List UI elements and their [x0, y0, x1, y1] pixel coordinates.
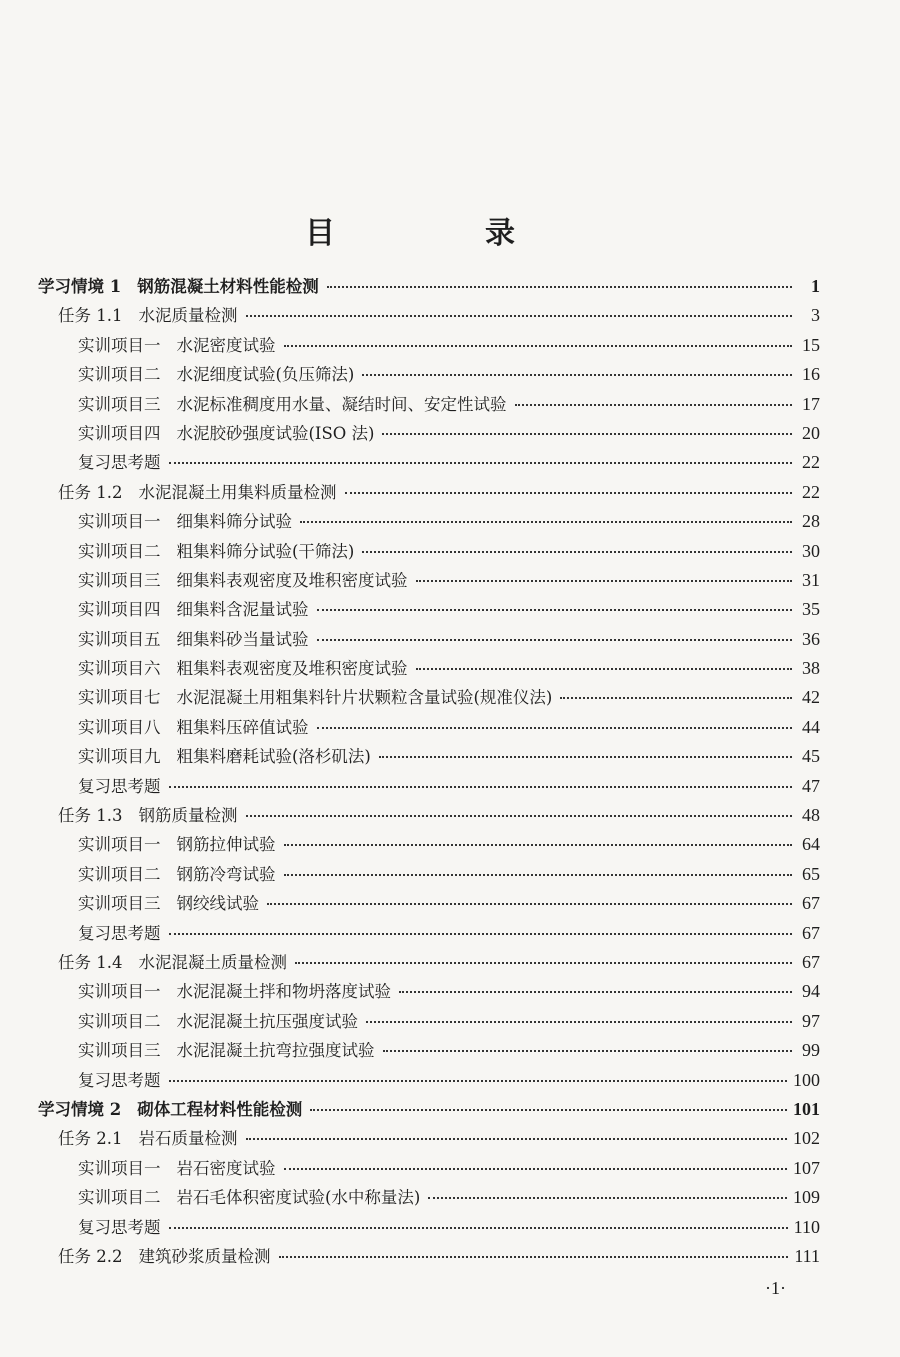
toc-task[interactable]: [38, 1243, 820, 1272]
toc-entry-page: 3: [811, 305, 820, 326]
toc-item[interactable]: [38, 1184, 820, 1213]
toc-entry-label: 实训项目四: [78, 600, 161, 620]
toc-entry-page: 67: [802, 893, 820, 914]
dot-leader: [246, 315, 793, 317]
toc-entry-title: 粗集料筛分试验(干筛法): [176, 541, 355, 561]
toc-entry-label: 实训项目七: [78, 688, 161, 708]
toc-task[interactable]: [38, 1125, 820, 1154]
dot-leader: [383, 1050, 793, 1052]
dot-leader: [399, 991, 792, 993]
toc-task[interactable]: [38, 802, 820, 831]
dot-leader: [428, 1197, 787, 1199]
toc-entry-label: 实训项目九: [78, 747, 161, 767]
toc-entry-title: 复习思考题: [78, 776, 161, 796]
toc-entry-title: 粗集料压碎值试验: [176, 717, 309, 737]
toc-entry-title: 细集料筛分试验: [176, 512, 292, 532]
toc-entry-label: 实训项目一: [78, 512, 161, 532]
toc-entry-page: 28: [802, 511, 820, 532]
toc-entry-page: 94: [802, 981, 820, 1002]
toc-entry-label: 实训项目二: [78, 1188, 161, 1208]
dot-leader: [284, 874, 793, 876]
toc-task[interactable]: [38, 479, 820, 508]
toc-item[interactable]: [38, 831, 820, 860]
toc-entry-title: 岩石毛体积密度试验(水中称量法): [176, 1188, 421, 1208]
toc-entry-title: 细集料表观密度及堆积密度试验: [176, 570, 408, 590]
toc-entry-page: 47: [802, 775, 820, 796]
toc-item[interactable]: [38, 449, 820, 478]
toc-item[interactable]: [38, 567, 820, 596]
toc-entry-label: 任务 2.2: [58, 1246, 123, 1266]
toc-entry-label: 学习情境 2: [38, 1099, 122, 1119]
dot-leader: [279, 1256, 789, 1258]
toc-entry-page: 35: [802, 599, 820, 620]
toc-entry-page: 22: [802, 452, 820, 473]
table-of-contents: [38, 273, 820, 1272]
toc-entry-page: 97: [802, 1010, 820, 1031]
toc-entry-page: 36: [802, 628, 820, 649]
toc-item[interactable]: [38, 332, 820, 361]
toc-item[interactable]: [38, 684, 820, 713]
dot-leader: [416, 668, 793, 670]
toc-entry-label: 实训项目四: [78, 423, 161, 443]
toc-entry-title: 细集料砂当量试验: [176, 629, 309, 649]
toc-entry-title: 水泥细度试验(负压筛法): [176, 365, 355, 385]
toc-entry-label: 实训项目三: [78, 394, 161, 414]
toc-entry-label: 学习情境 1: [38, 277, 122, 296]
toc-entry-page: 15: [802, 334, 820, 355]
toc-entry-label: 实训项目二: [78, 365, 161, 385]
toc-entry-label: 实训项目五: [78, 629, 161, 649]
dot-leader: [169, 786, 793, 788]
toc-entry-label: 实训项目三: [78, 570, 161, 590]
toc-entry-label: 实训项目一: [78, 982, 161, 1002]
toc-entry-label: 实训项目二: [78, 1011, 161, 1031]
toc-item[interactable]: [38, 508, 820, 537]
toc-entry-page: 102: [793, 1128, 820, 1149]
toc-item[interactable]: [38, 1067, 820, 1096]
dot-leader: [515, 404, 793, 406]
toc-entry-title: 水泥混凝土抗压强度试验: [176, 1011, 358, 1031]
page-title: 目 录: [305, 216, 575, 251]
toc-entry-label: 任务 1.1: [58, 306, 123, 326]
dot-leader: [169, 1080, 788, 1082]
dot-leader: [169, 933, 793, 935]
dot-leader: [416, 580, 793, 582]
toc-entry-label: 实训项目三: [78, 1041, 161, 1061]
toc-entry-title: 水泥混凝土抗弯拉强度试验: [176, 1041, 375, 1061]
dot-leader: [345, 492, 793, 494]
dot-leader: [267, 903, 792, 905]
toc-entry-title: 水泥混凝土用粗集料针片状颗粒含量试验(规准仪法): [176, 688, 553, 708]
toc-entry-label: 任务 1.2: [58, 482, 123, 502]
toc-entry-title: 复习思考题: [78, 923, 161, 943]
toc-entry-title: 水泥混凝土拌和物坍落度试验: [176, 982, 391, 1002]
toc-entry-page: 65: [802, 863, 820, 884]
toc-task[interactable]: [38, 302, 820, 331]
dot-leader: [382, 433, 792, 435]
toc-entry-title: 水泥标准稠度用水量、凝结时间、安定性试验: [176, 394, 507, 414]
toc-entry-page: 48: [802, 805, 820, 826]
toc-entry-page: 16: [802, 364, 820, 385]
toc-entry-label: 实训项目一: [78, 1158, 161, 1178]
toc-entry-title: 钢筋冷弯试验: [176, 864, 276, 884]
toc-entry-title: 复习思考题: [78, 1217, 161, 1237]
page-number: ·1·: [765, 1278, 786, 1298]
toc-item[interactable]: [38, 391, 820, 420]
toc-entry-label: 实训项目六: [78, 659, 161, 679]
toc-entry-label: 任务 1.4: [58, 952, 123, 972]
toc-entry-page: 45: [802, 746, 820, 767]
dot-leader: [284, 844, 793, 846]
dot-leader: [169, 462, 793, 464]
dot-leader: [362, 374, 792, 376]
toc-entry-title: 粗集料磨耗试验(洛杉矶法): [176, 747, 371, 767]
toc-item[interactable]: [38, 861, 820, 890]
dot-leader: [310, 1109, 787, 1111]
toc-entry-title: 复习思考题: [78, 1070, 161, 1090]
toc-entry-page: 67: [802, 922, 820, 943]
toc-entry-page: 107: [793, 1157, 820, 1178]
toc-entry-title: 建筑砂浆质量检测: [138, 1246, 271, 1266]
toc-entry-page: 38: [802, 658, 820, 679]
toc-item[interactable]: [38, 596, 820, 625]
toc-item[interactable]: [38, 773, 820, 802]
toc-item[interactable]: [38, 1037, 820, 1066]
toc-item[interactable]: [38, 538, 820, 567]
toc-item[interactable]: [38, 714, 820, 743]
toc-entry-label: 实训项目一: [78, 335, 161, 355]
toc-entry-label: 实训项目一: [78, 835, 161, 855]
toc-item[interactable]: [38, 1214, 820, 1243]
toc-entry-title: 细集料含泥量试验: [176, 600, 309, 620]
toc-item[interactable]: [38, 626, 820, 655]
dot-leader: [317, 727, 793, 729]
dot-leader: [295, 962, 792, 964]
dot-leader: [246, 815, 793, 817]
toc-item[interactable]: [38, 978, 820, 1007]
toc-entry-label: 任务 1.3: [58, 806, 123, 826]
toc-entry-page: 31: [802, 569, 820, 590]
toc-entry-page: 100: [793, 1069, 820, 1090]
toc-entry-title: 钢筋质量检测: [138, 806, 238, 826]
toc-task[interactable]: [38, 949, 820, 978]
toc-entry-title: 砌体工程材料性能检测: [137, 1099, 303, 1119]
toc-entry-title: 复习思考题: [78, 453, 161, 473]
toc-item[interactable]: [38, 743, 820, 772]
toc-item[interactable]: [38, 890, 820, 919]
toc-item[interactable]: [38, 361, 820, 390]
toc-entry-page: 30: [802, 540, 820, 561]
dot-leader: [327, 286, 792, 288]
toc-entry-page: 99: [802, 1040, 820, 1061]
dot-leader: [317, 639, 793, 641]
toc-entry-label: 实训项目二: [78, 864, 161, 884]
toc-entry-label: 任务 2.1: [58, 1129, 123, 1149]
dot-leader: [284, 1168, 788, 1170]
toc-entry-title: 钢筋拉伸试验: [176, 835, 276, 855]
toc-item[interactable]: [38, 1155, 820, 1184]
toc-entry-title: 钢绞线试验: [176, 894, 259, 914]
toc-entry-page: 42: [802, 687, 820, 708]
toc-entry-page: 64: [802, 834, 820, 855]
dot-leader: [284, 345, 793, 347]
toc-entry-title: 水泥质量检测: [138, 306, 238, 326]
toc-entry-page: 20: [802, 422, 820, 443]
toc-entry-page: 44: [802, 716, 820, 737]
dot-leader: [300, 521, 792, 523]
toc-entry-label: 实训项目二: [78, 541, 161, 561]
toc-entry-page: 111: [794, 1245, 820, 1266]
toc-item[interactable]: [38, 920, 820, 949]
dot-leader: [317, 609, 793, 611]
toc-entry-page: 22: [802, 481, 820, 502]
toc-entry-title: 水泥混凝土用集料质量检测: [138, 482, 337, 502]
toc-item[interactable]: [38, 420, 820, 449]
toc-entry-title: 粗集料表观密度及堆积密度试验: [176, 659, 408, 679]
toc-entry-title: 水泥混凝土质量检测: [138, 952, 287, 972]
dot-leader: [169, 1227, 788, 1229]
toc-entry-page: 101: [793, 1098, 820, 1119]
dot-leader: [379, 756, 792, 758]
toc-entry-label: 实训项目三: [78, 894, 161, 914]
toc-entry-title: 水泥胶砂强度试验(ISO 法): [176, 423, 375, 443]
toc-entry-title: 水泥密度试验: [176, 335, 276, 355]
toc-entry-page: 109: [793, 1187, 820, 1208]
toc-entry-title: 岩石密度试验: [176, 1158, 276, 1178]
toc-chapter[interactable]: [38, 273, 820, 302]
dot-leader: [560, 697, 792, 699]
dot-leader: [362, 551, 792, 553]
toc-item[interactable]: [38, 1008, 820, 1037]
toc-entry-title: 钢筋混凝土材料性能检测: [137, 277, 319, 296]
toc-entry-page: 110: [793, 1216, 820, 1237]
toc-entry-page: 17: [802, 393, 820, 414]
toc-entry-label: 实训项目八: [78, 717, 161, 737]
toc-item[interactable]: [38, 655, 820, 684]
toc-chapter[interactable]: [38, 1096, 820, 1125]
toc-entry-title: 岩石质量检测: [138, 1129, 238, 1149]
dot-leader: [366, 1021, 792, 1023]
toc-entry-page: 1: [811, 276, 820, 296]
dot-leader: [246, 1138, 788, 1140]
toc-entry-page: 67: [802, 951, 820, 972]
